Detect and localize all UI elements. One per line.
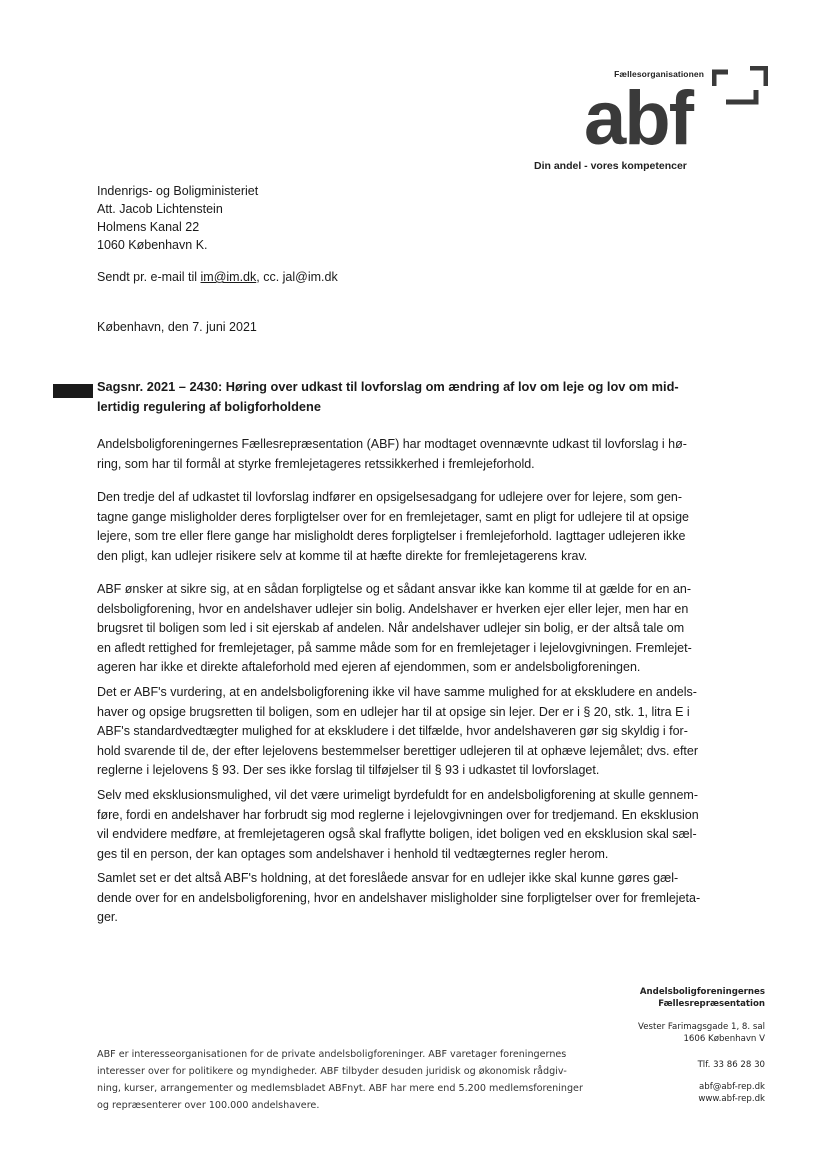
paragraph-line: lejere, som tre eller flere gange har misligholdt deres forpligtelser i fremlejeforhold. Iagttager udlejeren ikke — [97, 529, 686, 543]
footer-line: og repræsenterer over 100.000 andelshavere. — [97, 1100, 320, 1111]
paragraph-line: brugsret til boligen som led i sit ejerskab af andelen. Når andelshaver udlejer sin bolig, er der altså tale om — [97, 621, 685, 635]
recipient-address — [97, 182, 258, 254]
subject-line: lertidig regulering af boligforholdene — [97, 399, 321, 414]
sender-phone: Tlf. 33 86 28 30 — [697, 1060, 765, 1070]
tagline: Din andel - vores kompetencer — [534, 160, 687, 172]
logo-bracket-icon — [712, 66, 768, 106]
email-link[interactable]: im@im.dk — [200, 270, 257, 284]
paragraph-line: Selv med eksklusionsmulighed, vil det være urimeligt byrdefuldt for en andelsboligforening at skulle gennem- — [97, 788, 699, 802]
sender-contact — [698, 1081, 765, 1105]
paragraph-3 — [97, 580, 737, 678]
paragraph-line: delsboligforening, hvor en andelshaver udlejer sin bolig. Andelshaver er hverken ejer eller lejer, men har en — [97, 601, 689, 616]
footer-line: interesser over for politikere og myndigheder. ABF tilbyder desuden juridisk og økonomisk rådgiv- — [97, 1066, 567, 1077]
paragraph-line: vil endvidere medføre, at fremlejetageren også skal fraflytte boligen, idet boligen ved en eksklusion skal sæl- — [97, 827, 697, 841]
paragraph-line: ger. — [97, 910, 118, 924]
paragraph-2 — [97, 488, 737, 566]
sent-prefix: Sendt pr. e-mail til — [97, 270, 201, 284]
paragraph-line: hold svarende til de, der efter lejelovens bestemmelser berettiger udlejeren til at ophæve lejemålet; dvs. efter — [97, 743, 699, 758]
paragraph-line: Det er ABF's vurdering, at en andelsboligforening ikke vil have samme mulighed for at ekskludere en andels- — [97, 685, 697, 699]
sender-name — [640, 986, 765, 1010]
paragraph-line: Den tredje del af udkastet til lovforslag indfører en opsigelsesadgang for udlejere over for lejere, som gen- — [97, 490, 683, 504]
sender-name-line: Andelsboligforeningernes — [639, 987, 765, 997]
paragraph-line: ageren har ikke et direkte aftaleforhold med ejeren af ejendommen, som er andelsboligforeningen. — [97, 660, 641, 674]
footer-text — [97, 1046, 637, 1114]
redaction-mark — [53, 384, 93, 398]
sent-suffix: , cc. jal@im.dk — [256, 270, 338, 284]
paragraph-line: ges til en person, der kan optages som andelshaver i henhold til vedtægternes regler herom. — [97, 846, 609, 861]
abf-logo: abf — [584, 76, 692, 161]
address-line: Indenrigs- og Boligministeriet — [97, 184, 259, 198]
paragraph-line: tagne gange misligholder deres forpligtelser over for en fremlejetager, samt en pligt for udlejere til at opsige — [97, 509, 689, 524]
logo-org-label: Fællesorganisationen — [614, 69, 704, 79]
paragraph-line: dende over for en andelsboligforening, hvor en andelshaver misligholder sine forpligtelser over for fremlejeta- — [97, 890, 701, 905]
sender-web[interactable]: www.abf-rep.dk — [698, 1094, 765, 1104]
paragraph-4 — [97, 683, 737, 781]
paragraph-line: den pligt, kan udlejer risikere selv at komme til at hæfte direkte for fremlejetagerens krav. — [97, 548, 588, 563]
paragraph-line: en afledt rettighed for fremlejetager, på samme måde som for en fremlejetager i lejelovgivningen. Fremlejet- — [97, 640, 692, 655]
sender-name-line: Fællesrepræsentation — [658, 999, 765, 1009]
subject-line: Sagsnr. 2021 – 2430: Høring over udkast til lovforslag om ændring af lov om leje og lov om mid- — [97, 379, 679, 394]
subject-heading — [97, 377, 727, 417]
sender-city: 1606 København V — [683, 1034, 765, 1044]
footer-line: ning, kurser, arrangementer og medlemsbladet ABFnyt. ABF har mere end 5.200 medlemsforeninger — [97, 1083, 583, 1094]
paragraph-line: ABF's standardvedtægter mulighed for at ekskludere i det tilfælde, hvor andelshaveren gør sig skyldig i for- — [97, 724, 688, 738]
paragraph-line: ring, som har til formål at styrke fremlejetageres retssikkerhed i fremlejeforhold. — [97, 456, 535, 471]
sender-street: Vester Farimagsgade 1, 8. sal — [638, 1022, 765, 1032]
footer-line: ABF er interesseorganisationen for de private andelsboligforeninger. ABF varetager foreningernes — [97, 1049, 567, 1060]
date-line: København, den 7. juni 2021 — [97, 320, 257, 334]
paragraph-5 — [97, 786, 737, 864]
paragraph-line: Samlet set er det altså ABF's holdning, at det foreslåede ansvar for en udlejer ikke skal kunne gøres gæl- — [97, 871, 679, 885]
address-line: Att. Jacob Lichtenstein — [97, 202, 223, 216]
paragraph-1 — [97, 435, 737, 474]
paragraph-line: ABF ønsker at sikre sig, at en sådan forpligtelse og et sådant ansvar ikke kan komme til at gælde for en an- — [97, 582, 692, 596]
sender-address — [638, 1021, 765, 1045]
paragraph-line: reglerne i lejelovens § 93. Der ses ikke forslag til tilføjelser til § 93 i udkastet til lovforslaget. — [97, 763, 600, 777]
sender-email[interactable]: abf@abf-rep.dk — [699, 1082, 765, 1092]
address-line: 1060 København K. — [97, 238, 208, 252]
paragraph-line: Andelsboligforeningernes Fællesrepræsentation (ABF) har modtaget ovennævnte udkast til lovforslag i hø- — [97, 437, 687, 451]
paragraph-line: føre, fordi en andelshaver har forbrudt sig mod reglerne i lejelovgivningen over for tredjemand. En eksklusion — [97, 807, 699, 822]
paragraph-6 — [97, 869, 737, 928]
sent-line — [97, 270, 338, 284]
address-line: Holmens Kanal 22 — [97, 220, 200, 234]
paragraph-line: haver og opsige brugsretten til boligen, som en udlejer har til at opsige sin lejer. Der er i § 20, stk. 1, litra E i — [97, 704, 690, 719]
